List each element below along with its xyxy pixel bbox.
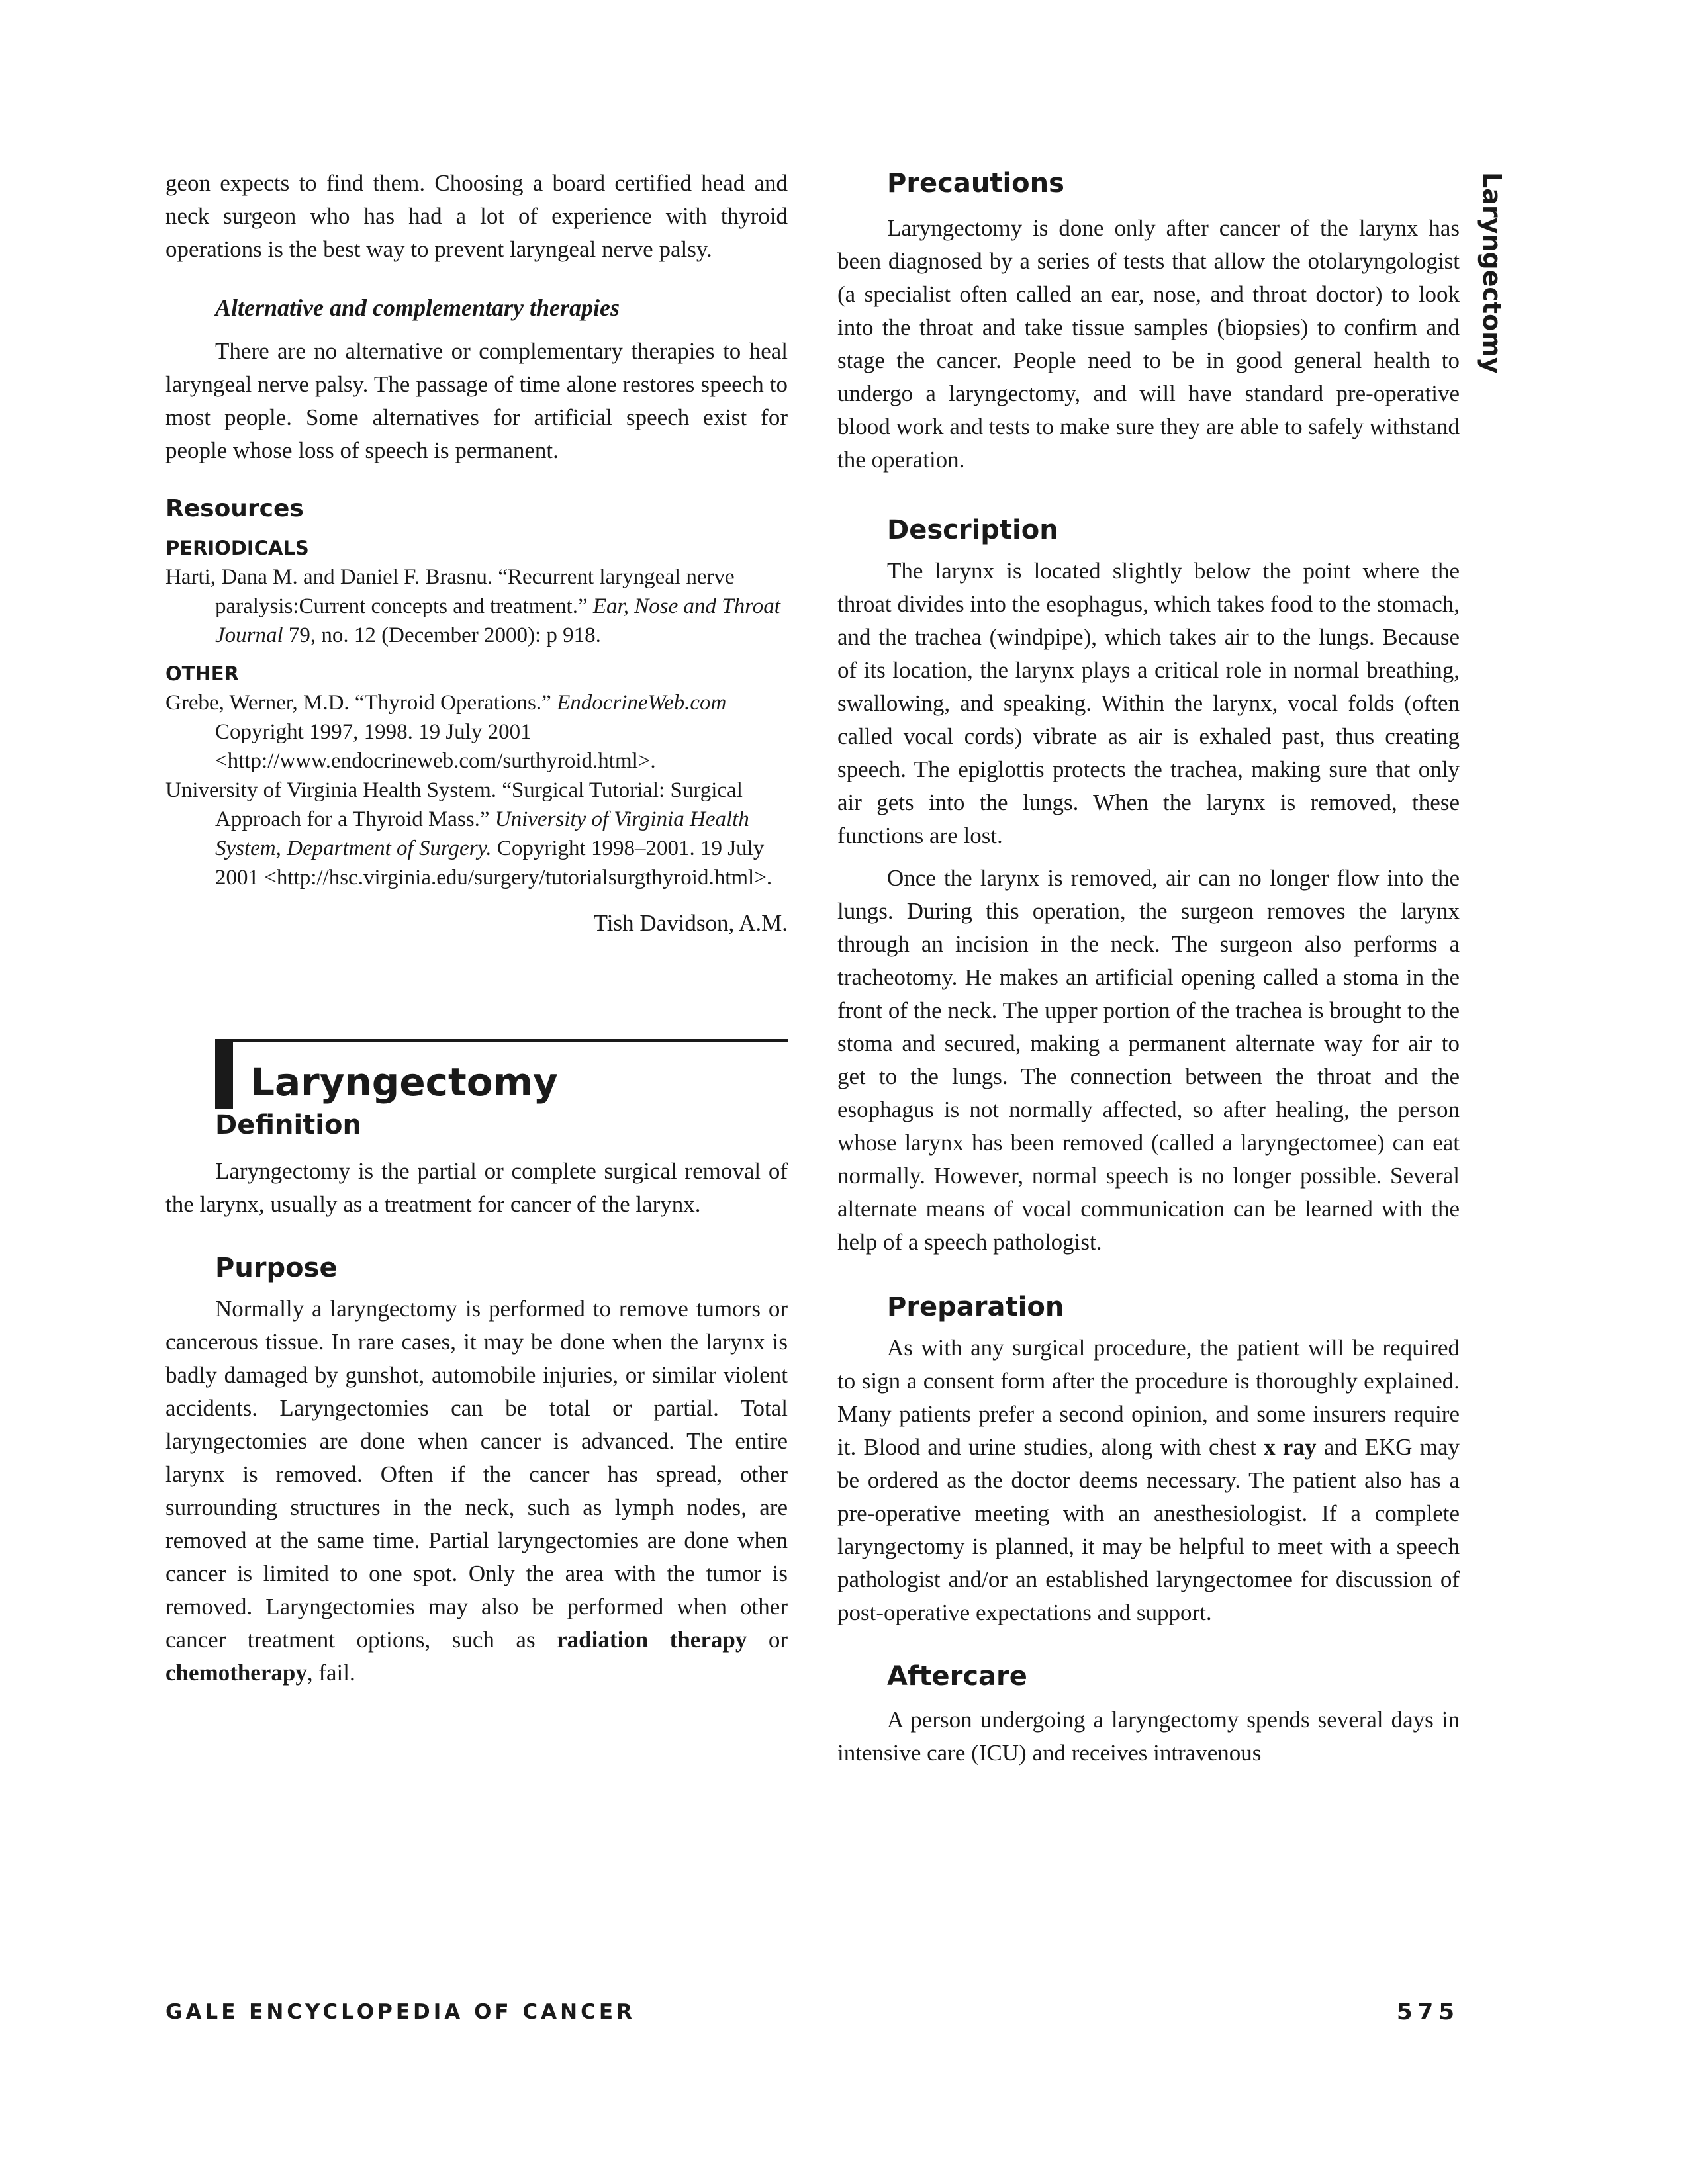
reference-grebe-site: EndocrineWeb.com [557, 691, 727, 715]
reference-virginia-text: University of Virginia Health System. “Surgical Tutorial: Surgical Approach for a Thyroid Mass.” [165, 778, 743, 831]
aftercare-paragraph: A person undergoing a laryngectomy spends several days in intensive care (ICU) and receives intravenous [837, 1707, 1460, 1766]
purpose-heading: Purpose [215, 1253, 338, 1283]
preparation-paragraph [837, 1332, 1460, 1629]
reference-grebe-tail: Copyright 1997, 1998. 19 July 2001 <http://www.endocrineweb.com/surthyroid.html>. [215, 720, 656, 773]
side-tab-entry-name: Laryngectomy [1477, 172, 1507, 374]
preparation-text-b: and EKG may be ordered as the doctor deems necessary. The patient also has a pre-operative meeting with an anesthesiologist. If a complete laryngectomy is planned, it may be helpful to meet with a speech pathologist and/or an established laryngectomee for discussion of post-operative expectations and support. [837, 1434, 1460, 1625]
reference-grebe-text: Grebe, Werner, M.D. “Thyroid Operations.” [165, 691, 557, 715]
term-x-ray: x ray [1264, 1434, 1317, 1460]
purpose-paragraph [165, 1293, 788, 1690]
reference-virginia [165, 776, 788, 892]
other-heading: OTHER [165, 662, 239, 685]
term-chemotherapy: chemotherapy [165, 1660, 307, 1686]
purpose-or: or [747, 1627, 788, 1653]
reference-grebe [165, 688, 788, 776]
precautions-heading: Precautions [887, 168, 1064, 199]
left-column [165, 167, 788, 1690]
entry-title: Laryngectomy [250, 1060, 558, 1105]
reference-virginia-site: University of Virginia Health System, Department of Surgery. [215, 807, 749, 860]
alternative-therapies-paragraph: There are no alternative or complementary therapies to heal laryngeal nerve palsy. The passage of time alone restores speech to most people. Some alternatives for artificial speech exist for people whose loss of speech is permanent. [165, 338, 788, 463]
reference-virginia-tail: Copyright 1998–2001. 19 July 2001 <http://hsc.virginia.edu/surgery/tutorialsurgthyroid.html>. [215, 837, 773, 889]
term-radiation-therapy: radiation therapy [557, 1627, 747, 1653]
precautions-paragraph: Laryngectomy is done only after cancer of the larynx has been diagnosed by a series of tests that allow the otolaryngologist (a specialist often called an ear, nose, and throat doctor) to look into the throat and take tissue samples (biopsies) to confirm and stage the cancer. People need to be in good general health to undergo a laryngectomy, and will have standard pre-operative blood work and tests to make sure they are able to safely withstand the operation. [837, 215, 1460, 473]
entry-title-block [165, 1042, 788, 1109]
reference-harti-tail: 79, no. 12 (December 2000): p 918. [283, 623, 601, 647]
preparation-heading: Preparation [887, 1292, 1064, 1322]
right-column [837, 167, 1460, 1770]
alternative-therapies-heading: Alternative and complementary therapies [215, 295, 620, 321]
author-signature: Tish Davidson, A.M. [593, 910, 788, 936]
reference-harti-text: Harti, Dana M. and Daniel F. Brasnu. “Recurrent laryngeal nerve paralysis:Current concepts and treatment.” [165, 565, 735, 618]
reference-harti [165, 563, 788, 650]
description-paragraph-1: The larynx is located slightly below the point where the throat divides into the esophagus, which takes food to the stomach, and the trachea (windpipe), which takes air to the lungs. Because of its location, the larynx plays a critical role in normal breathing, swallowing, and speaking. Within the larynx, vocal folds (often called vocal cords) vibrate as air is exhaled past, thus creating speech. The epiglottis protects the trachea, making sure that only air gets into the lungs. When the larynx is removed, these functions are lost. [837, 558, 1460, 848]
description-heading: Description [887, 515, 1058, 545]
footer-publication: GALE ENCYCLOPEDIA OF CANCER [165, 2000, 635, 2024]
resources-heading: Resources [165, 495, 304, 522]
preparation-text-a: As with any surgical procedure, the patient will be required to sign a consent form after the procedure is thoroughly explained. Many patients prefer a second opinion, and some insurers require it. Blood and urine studies, along with chest [837, 1335, 1460, 1460]
description-paragraph-2: Once the larynx is removed, air can no longer flow into the lungs. During this operation, the surgeon removes the larynx through an incision in the neck. The surgeon also performs a tracheotomy. He makes an artificial opening called a stoma in the front of the neck. The upper portion of the trachea is brought to the stoma and secured, making a permanent alternate way for air to get to the lungs. The connection between the throat and the esophagus is not normally affected, so after healing, the person whose larynx has been removed (called a laryngectomee) can eat normally. However, normal speech is no longer possible. Several alternate means of vocal communication can be learned with the help of a speech pathologist. [837, 865, 1460, 1255]
purpose-end: , fail. [306, 1660, 355, 1686]
footer-page-number: 575 [1397, 1999, 1460, 2025]
purpose-text: Normally a laryngectomy is performed to remove tumors or cancerous tissue. In rare cases, it may be done when the larynx is badly damaged by gunshot, automobile injuries, or similar violent accidents. Laryngectomies can be total or partial. Total laryngectomies are done when cancer is advanced. The entire larynx is removed. Often if the cancer has spread, other surrounding structures in the neck, such as lymph nodes, are removed at the same time. Partial laryngectomies are done when cancer is limited to one spot. Only the area with the tumor is removed. Laryngectomies may also be performed when other cancer treatment options, such as [165, 1296, 788, 1653]
definition-paragraph: Laryngectomy is the partial or complete surgical removal of the larynx, usually as a treatment for cancer of the larynx. [165, 1158, 788, 1217]
entry-title-bar [215, 1042, 233, 1109]
periodicals-heading: PERIODICALS [165, 537, 309, 559]
definition-heading: Definition [215, 1110, 361, 1140]
intro-paragraph: geon expects to find them. Choosing a board certified head and neck surgeon who has had a lot of experience with thyroid operations is the best way to prevent laryngeal nerve palsy. [165, 170, 788, 262]
reference-harti-journal: Ear, Nose and Throat Journal [215, 594, 780, 647]
aftercare-heading: Aftercare [887, 1661, 1027, 1692]
